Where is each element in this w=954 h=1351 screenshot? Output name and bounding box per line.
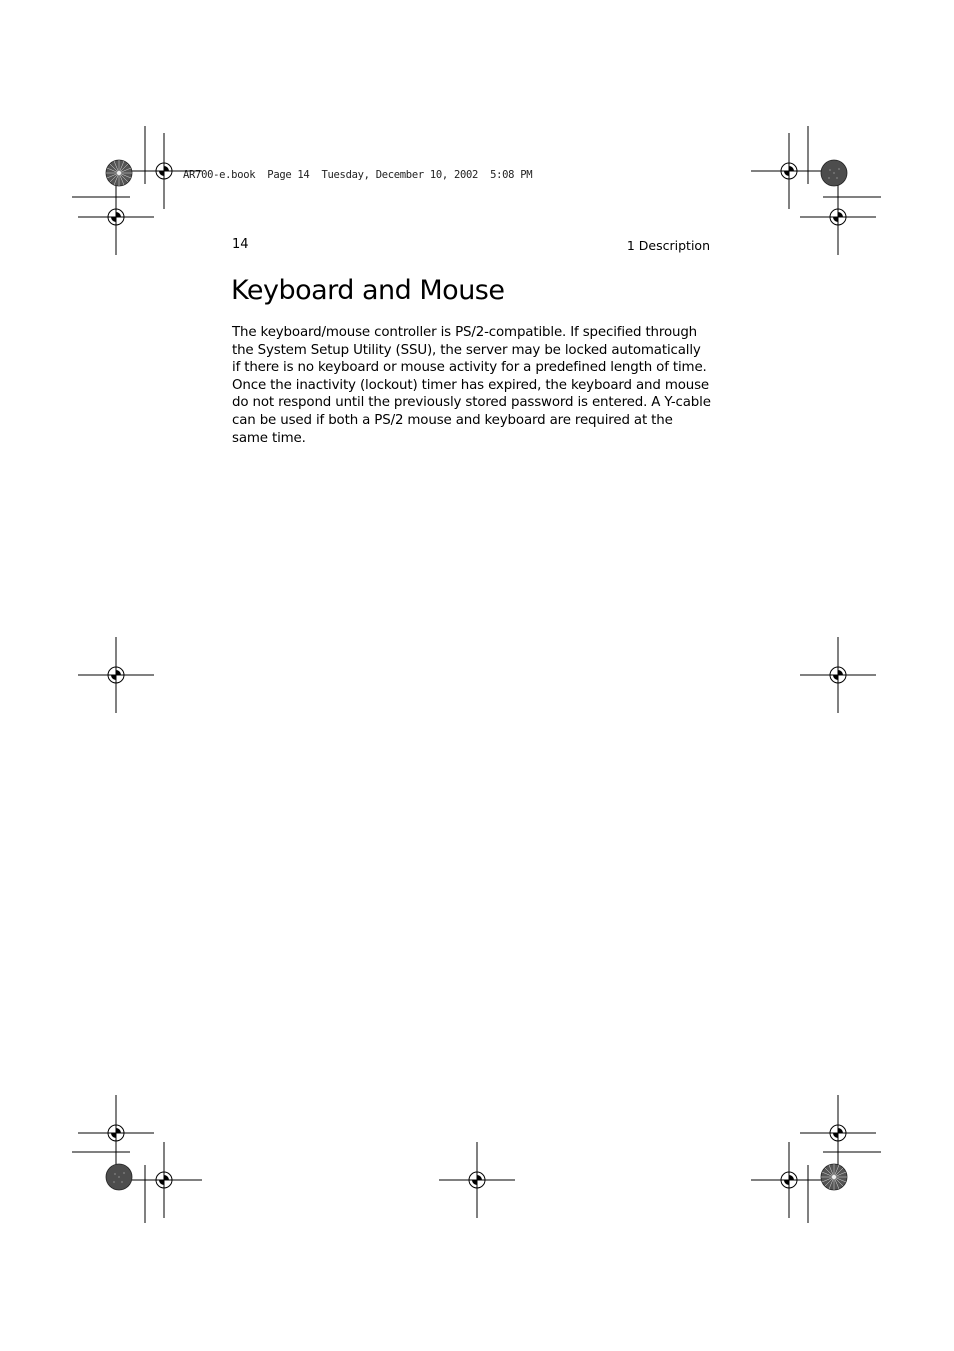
page-number: 14 bbox=[232, 237, 249, 252]
star-target-bottom-right bbox=[821, 1164, 847, 1190]
registration-mark-top-right bbox=[751, 133, 827, 209]
registration-mark-upper-right bbox=[800, 179, 876, 255]
registration-mark-middle-left bbox=[78, 637, 154, 713]
registration-mark-middle-right bbox=[800, 637, 876, 713]
section-title: Keyboard and Mouse bbox=[231, 275, 505, 306]
registration-mark-bottom-right bbox=[751, 1142, 827, 1218]
running-head: 1 Description bbox=[626, 238, 710, 253]
registration-mark-top-left bbox=[126, 133, 202, 209]
registration-mark-bottom-center bbox=[439, 1142, 515, 1218]
registration-mark-lower-left bbox=[78, 1095, 154, 1171]
grain-target-top-right bbox=[821, 160, 847, 186]
print-slug: AR700-e.book Page 14 Tuesday, December 10, 2002 5:08 PM bbox=[183, 169, 533, 181]
registration-mark-lower-right bbox=[800, 1095, 876, 1171]
section-body: The keyboard/mouse controller is PS/2-compatible. If specified through the System Setup Utility (SSU), the server may be locked automatically if there is no keyboard or mouse activity for a predefined length of time. Once the inactivity (lockout) timer has expired, the keyboard and mouse do not respond until the previously stored password is entered. A Y-cable can be used if both a PS/2 mouse and keyboard are required at the same time. bbox=[232, 325, 711, 446]
registration-mark-upper-left bbox=[78, 179, 154, 255]
star-target-top-left bbox=[106, 160, 132, 186]
registration-mark-bottom-left bbox=[126, 1142, 202, 1218]
crop-marks bbox=[72, 126, 881, 1223]
grain-target-bottom-left bbox=[106, 1164, 132, 1190]
